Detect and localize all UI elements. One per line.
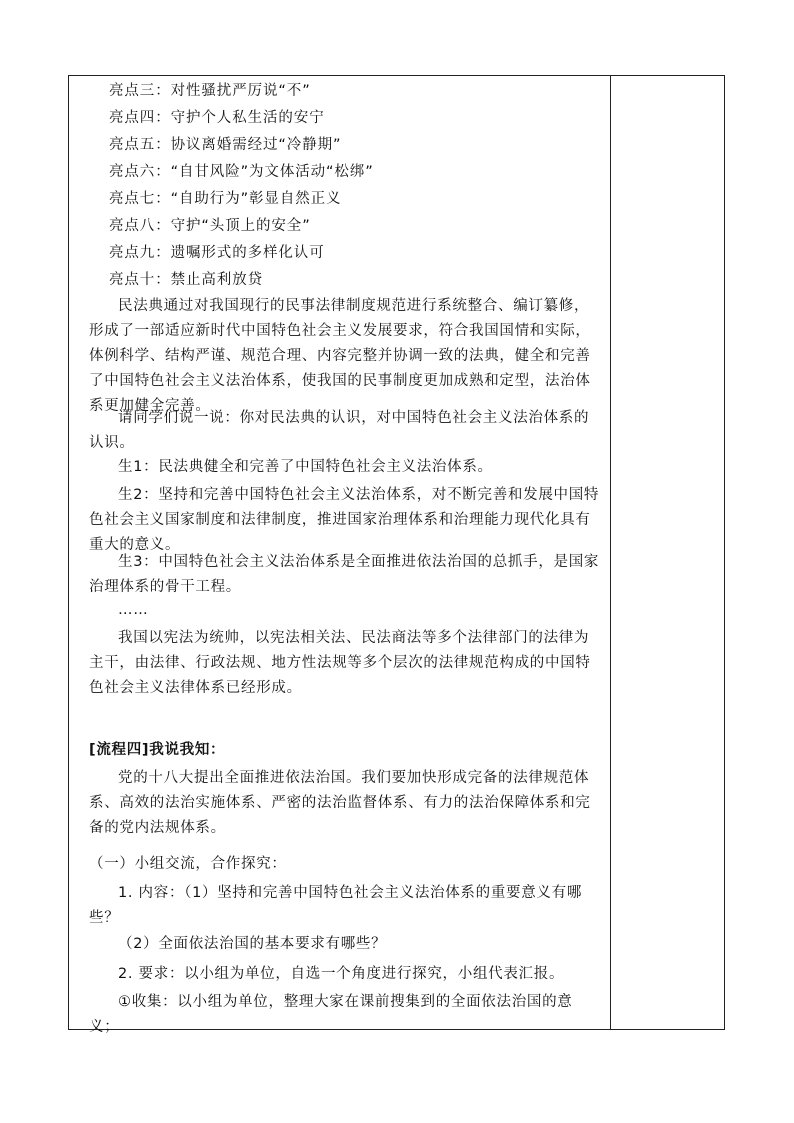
content-item-1: 1. 内容：（1）坚持和完善中国特色社会主义法治体系的重要意义有哪些？: [89, 885, 583, 926]
process4-intro: 党的十八大提出全面推进依法治国。我们要加快形成完备的法律规范体系、高效的法治实施体系、严密的法治监督体系、有力的法治保障体系和完备的党内法规体系。: [89, 770, 591, 836]
highlight-8: 亮点八：守护“头顶上的安全”: [109, 218, 311, 234]
collect-item: ①收集：以小组为单位，整理大家在课前搜集到的全面依法治国的意义；: [89, 994, 573, 1035]
content-item-2: （2）全面依法治国的基本要求有哪些？: [118, 936, 387, 952]
ellipsis: ……: [118, 602, 149, 618]
highlight-10: 亮点十：禁止高利放贷: [109, 272, 263, 288]
highlight-7: 亮点七：“自助行为”彰显自然正义: [109, 191, 342, 207]
main-cell: [69, 76, 610, 1035]
highlight-3: 亮点三：对性骚扰严厉说“不”: [109, 83, 311, 99]
lesson-table: [68, 75, 725, 1035]
highlight-5: 亮点五：协议离婚需经过“冷静期”: [109, 137, 342, 153]
highlight-6: 亮点六：“自甘风险”为文体活动“松绑”: [109, 164, 374, 180]
requirement-item: 2. 要求：以小组为单位，自选一个角度进行探究，小组代表汇报。: [118, 966, 565, 982]
student-answer-1: 生1：民法典健全和完善了中国特色社会主义法治体系。: [118, 459, 493, 475]
legal-system-paragraph: 我国以宪法为统帅，以宪法相关法、民法商法等多个法律部门的法律为主干，由法律、行政法规、地方性法规等多个层次的法律规范构成的中国特色社会主义法律体系已经形成。: [89, 630, 591, 696]
civil-code-summary: 民法典通过对我国现行的民事法律制度规范进行系统整合、编订纂修，形成了一部适应新时代中国特色社会主义发展要求，符合我国国情和实际，体例科学、结构严谨、规范合理、内容完整并协调一致的法典，健全和完善了中国特色社会主义法治体系，使我国的民事制度更加成熟和定型，法治体系更加健全完善。: [89, 298, 591, 414]
process4-title: [流程四]我说我知：: [89, 742, 226, 758]
group-discussion-title: （一）小组交流，合作探究：: [89, 856, 287, 872]
student-answer-3: 生3：中国特色社会主义法治体系是全面推进依法治国的总抓手，是国家治理体系的骨干工程。: [89, 554, 600, 595]
class-question: 请同学们说一说：你对民法典的认识，对中国特色社会主义法治体系的认识。: [89, 410, 590, 451]
student-answer-2: 生2：坚持和完善中国特色社会主义法治体系，对不断完善和发展中国特色社会主义国家制度和法律制度，推进国家治理体系和治理能力现代化具有重大的意义。: [89, 487, 600, 553]
highlight-4: 亮点四：守护个人私生活的安宁: [109, 110, 325, 126]
highlight-9: 亮点九：遗嘱形式的多样化认可: [109, 245, 325, 261]
